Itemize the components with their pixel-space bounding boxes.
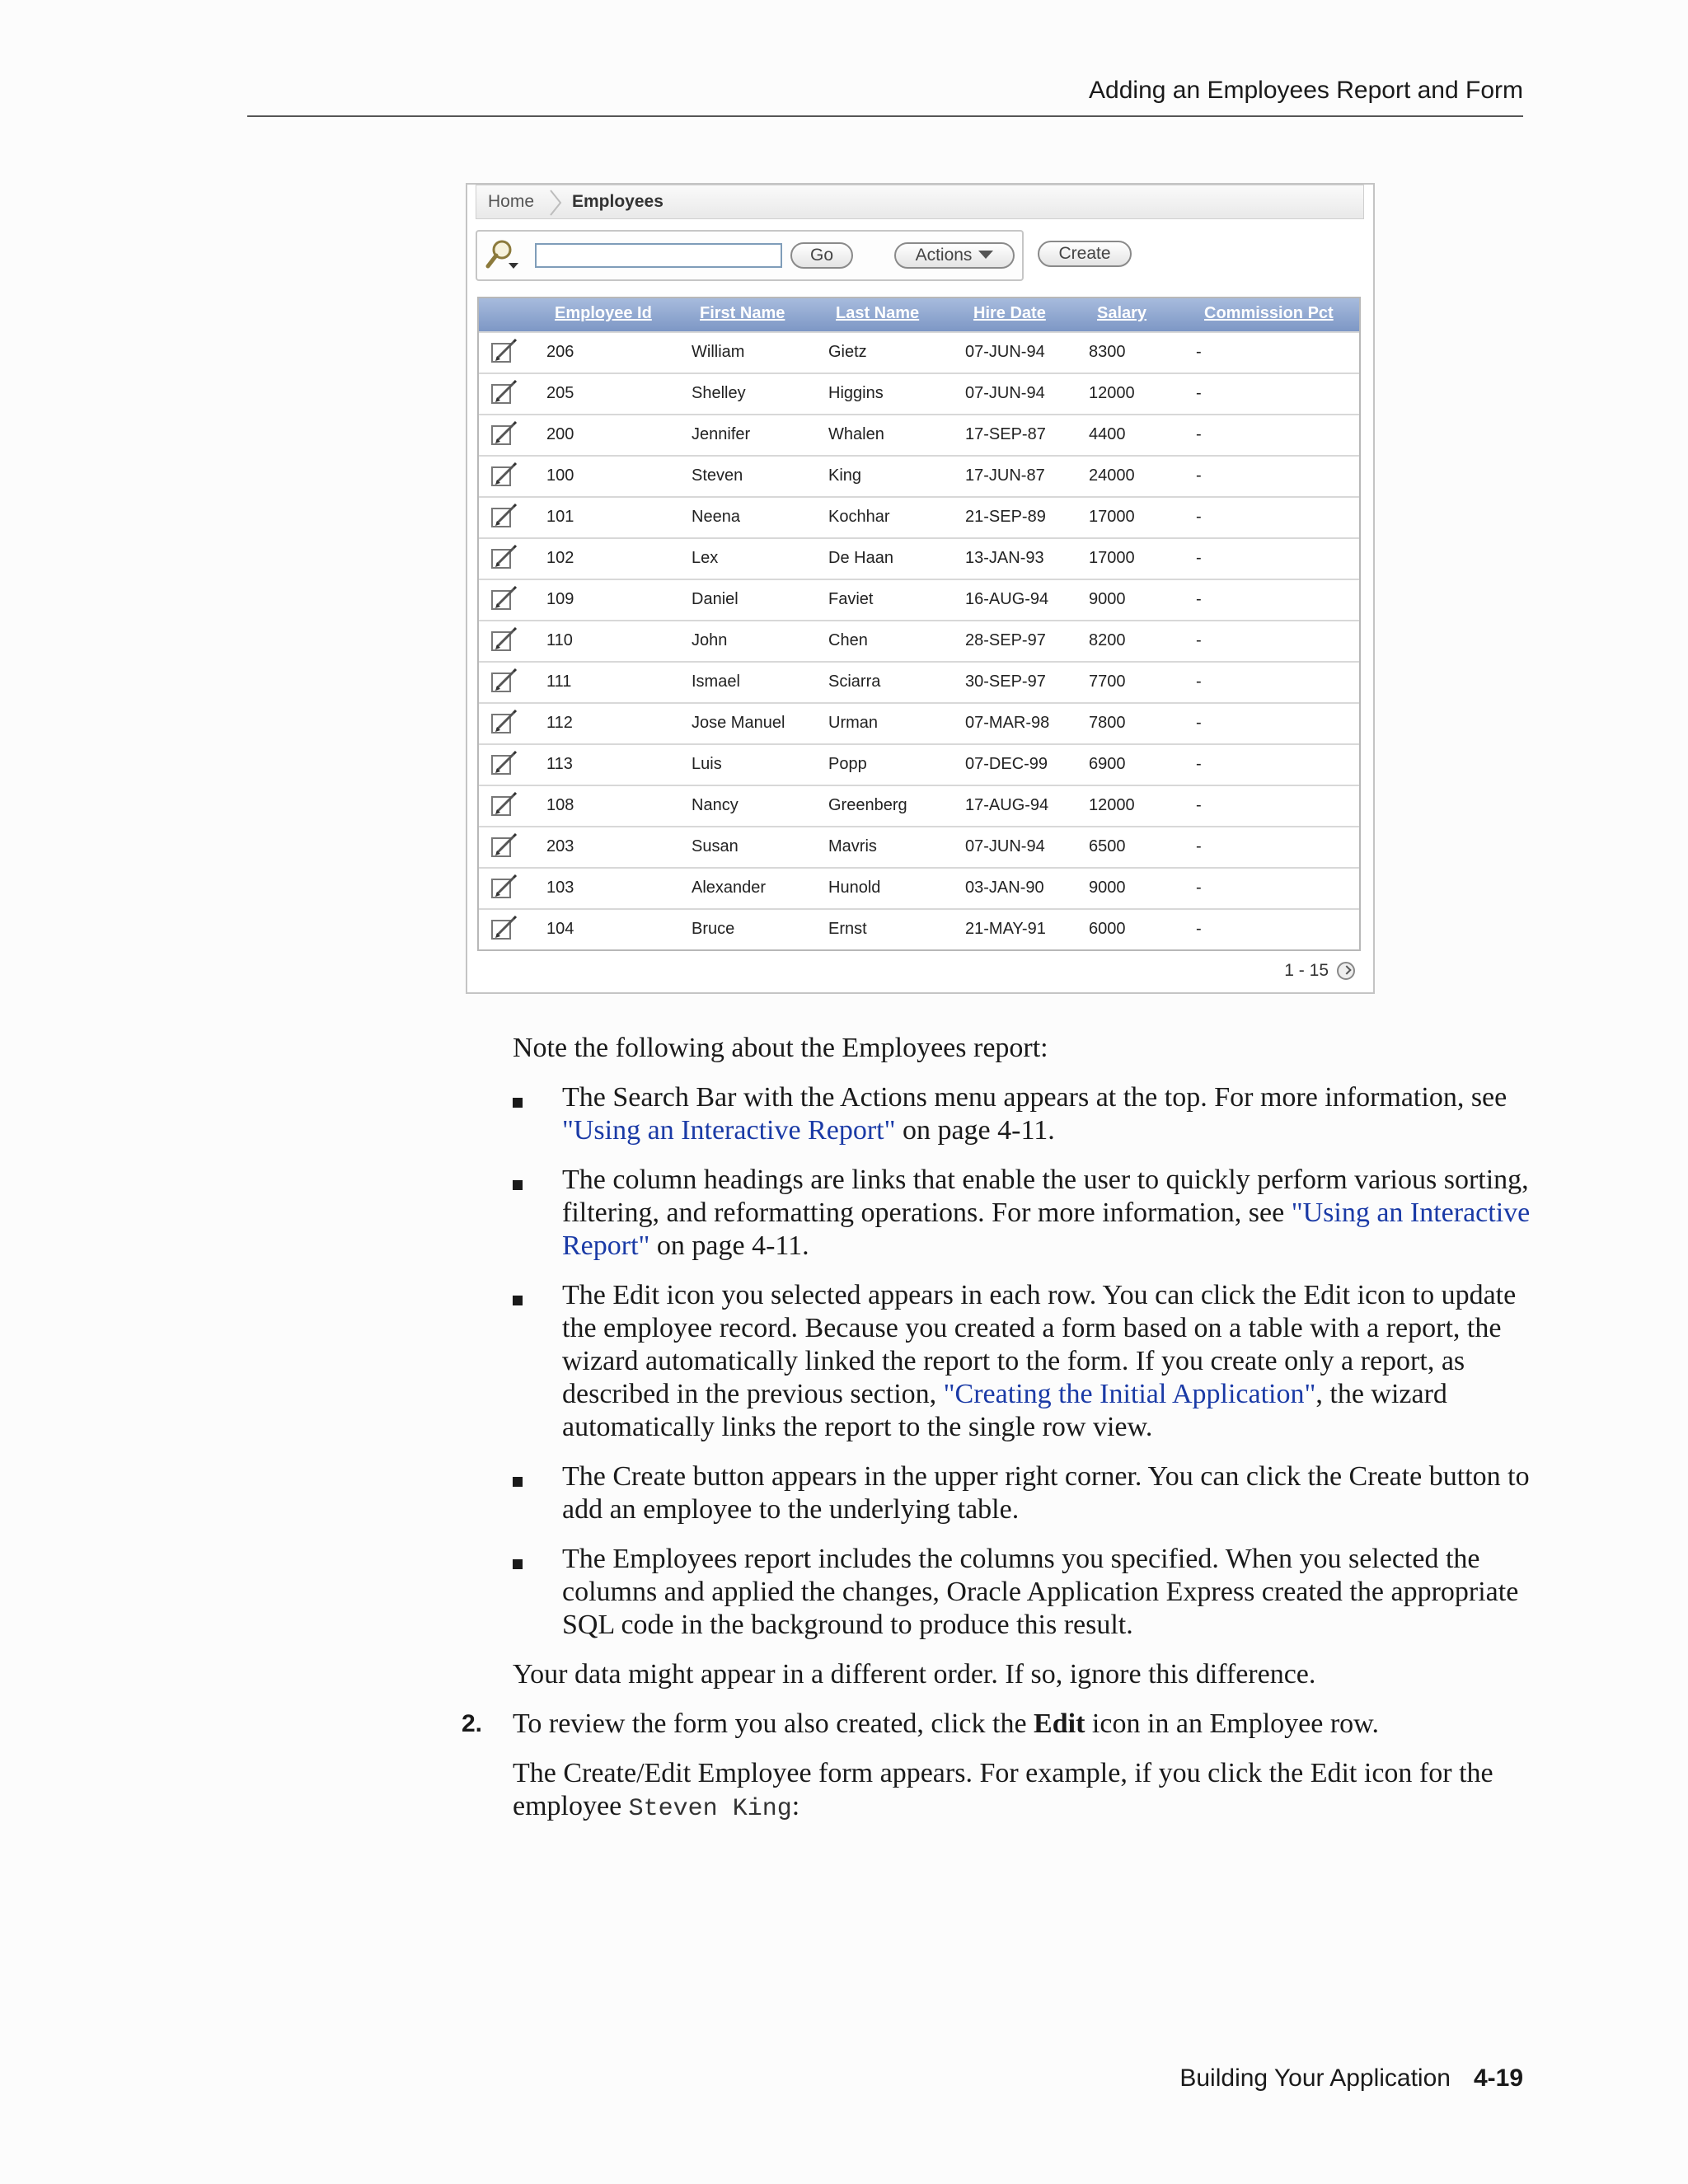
employees-report-screenshot <box>466 183 1375 994</box>
table-row <box>479 908 1359 949</box>
cell-salary: 9000 <box>1089 590 1126 608</box>
bullet-icon <box>513 1559 523 1569</box>
cell-last-name: Greenberg <box>828 796 907 814</box>
link-using-interactive-report[interactable]: "Using an Interactive Report" <box>562 1197 1531 1261</box>
table-row <box>479 331 1359 373</box>
edit-icon[interactable] <box>490 710 518 741</box>
column-header-first-name[interactable]: First Name <box>700 304 785 322</box>
table-row <box>479 579 1359 620</box>
cell-hire-date: 17-SEP-87 <box>965 425 1046 443</box>
form-note-code: Steven King <box>628 1795 792 1823</box>
employees-report-table <box>477 297 1361 951</box>
table-row <box>479 414 1359 455</box>
edit-icon[interactable] <box>490 627 518 658</box>
breadcrumb-current: Employees <box>572 192 663 211</box>
cell-hire-date: 07-DEC-99 <box>965 755 1048 773</box>
breadcrumb-home-link[interactable]: Home <box>488 192 535 211</box>
cell-employee-id: 113 <box>546 755 573 773</box>
table-row <box>479 661 1359 702</box>
cell-commission-pct: - <box>1196 549 1202 567</box>
cell-last-name: Sciarra <box>828 673 881 691</box>
table-row <box>479 702 1359 743</box>
form-note-text: The Create/Edit Employee form appears. For example, if you click the Edit icon for the employee <box>513 1758 1493 1821</box>
pagination-range: 1 - 15 <box>1284 961 1329 980</box>
cell-last-name: Kochhar <box>828 508 890 526</box>
cell-first-name: John <box>692 631 728 649</box>
cell-hire-date: 28-SEP-97 <box>965 631 1046 649</box>
cell-hire-date: 03-JAN-90 <box>965 879 1044 897</box>
cell-hire-date: 17-JUN-87 <box>965 466 1045 485</box>
cell-commission-pct: - <box>1196 879 1202 897</box>
step-instruction <box>513 1708 1535 1741</box>
cell-commission-pct: - <box>1196 837 1202 855</box>
link-using-interactive-report[interactable]: "Using an Interactive Report" <box>562 1115 896 1146</box>
step-text-bold: Edit <box>1034 1708 1085 1739</box>
cell-last-name: De Haan <box>828 549 893 567</box>
cell-employee-id: 100 <box>546 466 574 485</box>
step-text-part: To review the form you also created, click the <box>513 1708 1034 1739</box>
cell-first-name: Shelley <box>692 384 746 402</box>
cell-salary: 7700 <box>1089 673 1126 691</box>
cell-first-name: Jennifer <box>692 425 751 443</box>
cell-commission-pct: - <box>1196 714 1202 732</box>
bullet-text-part: , the wizard automatically links the report to the single row view. <box>562 1379 1447 1442</box>
bullet-columns: The Employees report includes the columns you specified. When you selected the columns and applied the changes, Oracle Application Express created the appropriate SQL code in the background to produce this result. <box>562 1544 1519 1640</box>
cell-first-name: Nancy <box>692 796 738 814</box>
form-note <box>513 1757 1535 1825</box>
cell-salary: 6000 <box>1089 920 1126 938</box>
cell-employee-id: 112 <box>546 714 573 732</box>
cell-last-name: Hunold <box>828 879 881 897</box>
cell-employee-id: 205 <box>546 384 574 402</box>
cell-commission-pct: - <box>1196 796 1202 814</box>
bullet-icon <box>513 1296 523 1305</box>
table-header <box>479 298 1359 331</box>
intro-paragraph: Note the following about the Employees report: <box>513 1033 1048 1063</box>
cell-hire-date: 30-SEP-97 <box>965 673 1046 691</box>
cell-salary: 8300 <box>1089 343 1126 361</box>
bullet-column-headings <box>562 1164 1535 1263</box>
search-input[interactable] <box>535 243 782 268</box>
cell-first-name: Neena <box>692 508 740 526</box>
cell-employee-id: 109 <box>546 590 574 608</box>
breadcrumb <box>476 185 1364 219</box>
table-row <box>479 867 1359 908</box>
cell-salary: 12000 <box>1089 384 1135 402</box>
cell-salary: 8200 <box>1089 631 1126 649</box>
bullet-text-part: The column headings are links that enable the user to quickly perform various sorting, filtering, and reformatting operations. For more information, see <box>562 1165 1529 1228</box>
cell-commission-pct: - <box>1196 343 1202 361</box>
cell-commission-pct: - <box>1196 466 1202 485</box>
table-row <box>479 537 1359 579</box>
cell-employee-id: 104 <box>546 920 574 938</box>
chevron-down-icon <box>978 251 993 259</box>
cell-salary: 6500 <box>1089 837 1126 855</box>
table-row <box>479 455 1359 496</box>
edit-icon[interactable] <box>490 916 518 947</box>
pagination <box>1284 961 1355 981</box>
cell-employee-id: 108 <box>546 796 574 814</box>
cell-employee-id: 110 <box>546 631 573 649</box>
cell-employee-id: 111 <box>546 673 572 691</box>
cell-commission-pct: - <box>1196 755 1202 773</box>
cell-commission-pct: - <box>1196 673 1202 691</box>
footer-title: Building Your Application <box>1179 2064 1451 2092</box>
edit-icon[interactable] <box>490 792 518 823</box>
cell-employee-id: 103 <box>546 879 574 897</box>
cell-commission-pct: - <box>1196 508 1202 526</box>
search-icon[interactable] <box>484 238 523 279</box>
cell-first-name: Alexander <box>692 879 767 897</box>
bullet-text-part: The Edit icon you selected appears in each row. You can click the Edit icon to update the employee record. Because you created a form based on a table with a report, the wizard automatically linked the report to the form. If you create only a report, as described in the previous section, <box>562 1280 1517 1409</box>
edit-icon[interactable] <box>490 504 518 535</box>
cell-last-name: King <box>828 466 862 485</box>
edit-icon[interactable] <box>490 874 518 906</box>
cell-employee-id: 101 <box>546 508 574 526</box>
column-header-employee-id[interactable]: Employee Id <box>555 304 652 322</box>
cell-employee-id: 102 <box>546 549 574 567</box>
cell-salary: 6900 <box>1089 755 1126 773</box>
cell-last-name: Urman <box>828 714 879 732</box>
cell-hire-date: 17-AUG-94 <box>965 796 1049 814</box>
edit-icon[interactable] <box>490 668 518 700</box>
cell-last-name: Faviet <box>828 590 874 608</box>
go-button[interactable]: Go <box>790 242 853 269</box>
edit-icon[interactable] <box>490 421 518 452</box>
cell-last-name: Popp <box>828 755 867 773</box>
actions-menu-button[interactable] <box>894 242 1015 269</box>
cell-last-name: Gietz <box>828 343 867 361</box>
table-row <box>479 496 1359 537</box>
edit-icon[interactable] <box>490 586 518 617</box>
bullet-icon <box>513 1098 523 1108</box>
running-header: Adding an Employees Report and Form <box>247 74 1523 117</box>
bullet-edit-icon <box>562 1279 1535 1444</box>
cell-last-name: Ernst <box>828 920 867 938</box>
bullet-search-bar <box>562 1081 1535 1147</box>
bullet-create-button: The Create button appears in the upper right corner. You can click the Create button to add an employee to the underlying table. <box>562 1461 1530 1525</box>
table-row <box>479 826 1359 867</box>
cell-hire-date: 13-JAN-93 <box>965 549 1044 567</box>
table-row <box>479 373 1359 414</box>
step-number: 2. <box>462 1710 483 1737</box>
cell-employee-id: 206 <box>546 343 574 361</box>
cell-hire-date: 07-JUN-94 <box>965 384 1045 402</box>
cell-first-name: William <box>692 343 745 361</box>
cell-first-name: Jose Manuel <box>692 714 785 732</box>
cell-last-name: Chen <box>828 631 868 649</box>
cell-last-name: Whalen <box>828 425 884 443</box>
create-button[interactable]: Create <box>1038 241 1132 267</box>
cell-hire-date: 21-SEP-89 <box>965 508 1046 526</box>
breadcrumb-separator-icon <box>547 189 564 222</box>
edit-icon[interactable] <box>490 339 518 370</box>
cell-commission-pct: - <box>1196 631 1202 649</box>
table-row <box>479 743 1359 785</box>
cell-first-name: Luis <box>692 755 722 773</box>
cell-salary: 7800 <box>1089 714 1126 732</box>
cell-salary: 17000 <box>1089 549 1135 567</box>
column-header-last-name[interactable]: Last Name <box>836 304 920 322</box>
cell-commission-pct: - <box>1196 920 1202 938</box>
cell-commission-pct: - <box>1196 590 1202 608</box>
cell-salary: 24000 <box>1089 466 1135 485</box>
column-header-hire-date[interactable]: Hire Date <box>973 304 1046 322</box>
edit-icon[interactable] <box>490 833 518 865</box>
page-footer <box>1179 2064 1523 2093</box>
bullet-icon <box>513 1180 523 1190</box>
actions-label: Actions <box>915 246 973 265</box>
bullet-icon <box>513 1477 523 1487</box>
bullet-text-part: The Search Bar with the Actions menu appears at the top. For more information, see <box>562 1082 1507 1113</box>
edit-icon[interactable] <box>490 751 518 782</box>
table-row <box>479 785 1359 826</box>
link-creating-initial-application[interactable]: "Creating the Initial Application" <box>943 1379 1316 1409</box>
cell-first-name: Steven <box>692 466 743 485</box>
cell-commission-pct: - <box>1196 384 1202 402</box>
order-note: Your data might appear in a different order. If so, ignore this difference. <box>513 1659 1316 1690</box>
cell-hire-date: 21-MAY-91 <box>965 920 1046 938</box>
bullet-text-part: on page 4-11. <box>649 1230 809 1261</box>
cell-hire-date: 07-MAR-98 <box>965 714 1050 732</box>
edit-icon[interactable] <box>490 380 518 411</box>
table-body <box>479 331 1359 949</box>
next-page-icon[interactable] <box>1337 962 1355 980</box>
cell-hire-date: 07-JUN-94 <box>965 837 1045 855</box>
cell-employee-id: 200 <box>546 425 574 443</box>
cell-commission-pct: - <box>1196 425 1202 443</box>
cell-first-name: Bruce <box>692 920 735 938</box>
cell-hire-date: 07-JUN-94 <box>965 343 1045 361</box>
cell-first-name: Ismael <box>692 673 740 691</box>
form-note-text: : <box>791 1791 800 1821</box>
cell-salary: 17000 <box>1089 508 1135 526</box>
cell-first-name: Lex <box>692 549 719 567</box>
cell-salary: 12000 <box>1089 796 1135 814</box>
cell-first-name: Susan <box>692 837 738 855</box>
cell-hire-date: 16-AUG-94 <box>965 590 1049 608</box>
column-header-commission-pct[interactable]: Commission Pct <box>1204 304 1334 322</box>
edit-icon[interactable] <box>490 545 518 576</box>
search-bar <box>476 230 1024 281</box>
cell-employee-id: 203 <box>546 837 574 855</box>
footer-page-number: 4-19 <box>1473 2064 1523 2092</box>
column-header-salary[interactable]: Salary <box>1097 304 1147 322</box>
cell-salary: 9000 <box>1089 879 1126 897</box>
cell-last-name: Mavris <box>828 837 877 855</box>
cell-last-name: Higgins <box>828 384 884 402</box>
cell-salary: 4400 <box>1089 425 1126 443</box>
table-row <box>479 620 1359 661</box>
cell-first-name: Daniel <box>692 590 738 608</box>
edit-icon[interactable] <box>490 462 518 494</box>
step-text-part: icon in an Employee row. <box>1085 1708 1379 1739</box>
bullet-text-part: on page 4-11. <box>895 1115 1055 1146</box>
